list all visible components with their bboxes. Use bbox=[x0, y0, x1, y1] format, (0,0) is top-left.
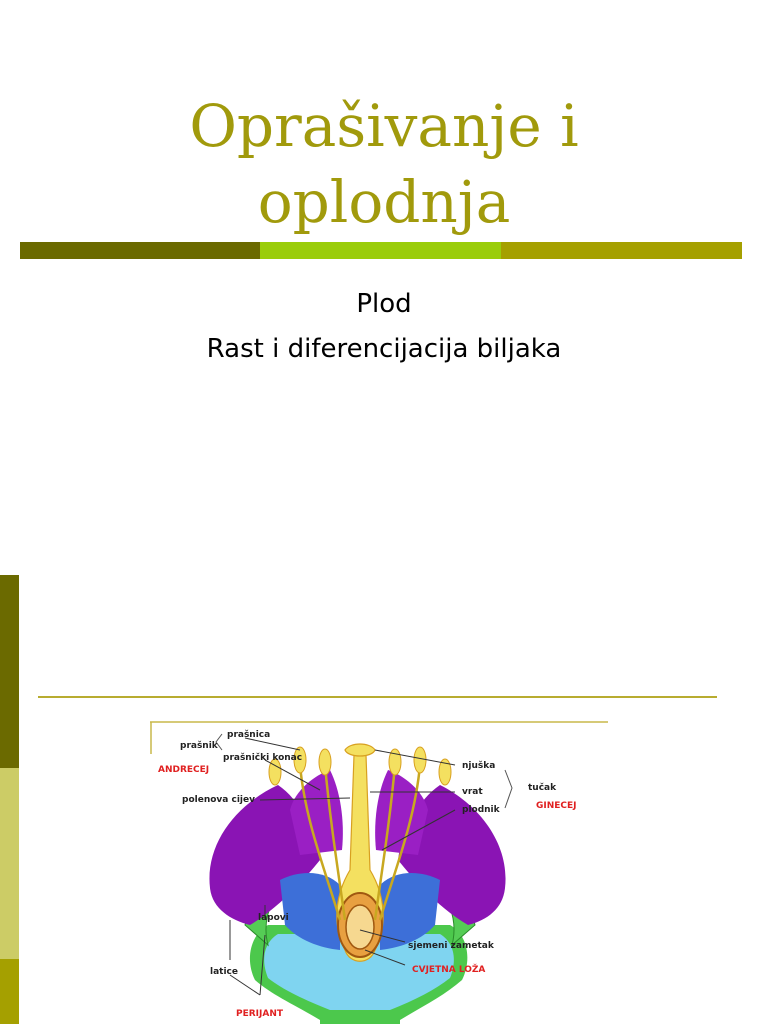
label-prasnik: prašnik bbox=[180, 741, 218, 751]
label-polenova-cijev: polenova cijev bbox=[182, 795, 255, 805]
label-plodnik: plodnik bbox=[462, 805, 500, 815]
subtitle-line-1: Plod bbox=[356, 289, 412, 319]
stigma bbox=[345, 744, 375, 756]
label-vrat: vrat bbox=[462, 787, 483, 797]
divider-bar-olive bbox=[501, 242, 742, 259]
slide-subtitle bbox=[0, 282, 768, 372]
ovule bbox=[346, 905, 374, 949]
divider-bar-green bbox=[260, 242, 501, 259]
label-sjemeni-zametak: sjemeni zametak bbox=[408, 941, 494, 951]
label-ginecej: GINECEJ bbox=[536, 801, 577, 811]
slide-rule bbox=[38, 696, 717, 698]
title-line-2: oplodnja bbox=[257, 168, 511, 236]
divider-bar-dark bbox=[20, 242, 260, 259]
label-njuska: njuška bbox=[462, 761, 496, 771]
content-slide bbox=[0, 575, 768, 1024]
flower-diagram bbox=[150, 720, 610, 1024]
label-prasnica: prašnica bbox=[227, 730, 271, 740]
side-bar-olive bbox=[0, 959, 19, 1024]
flower-diagram-svg bbox=[150, 720, 610, 1024]
label-perijant: PERIJANT bbox=[236, 1009, 284, 1019]
label-latice: latice bbox=[210, 967, 238, 977]
label-tucak: tučak bbox=[528, 783, 557, 793]
title-line-1: Oprašivanje i bbox=[189, 92, 579, 160]
petal-back-right bbox=[375, 770, 428, 855]
subtitle-line-2: Rast i diferencijacija biljaka bbox=[206, 334, 562, 364]
side-bar-dark bbox=[0, 575, 19, 768]
label-cvjetna-loza: CVJETNA LOŽA bbox=[412, 965, 486, 975]
side-bar-light bbox=[0, 768, 19, 959]
label-lapovi: lapovi bbox=[258, 913, 289, 923]
label-andrecej: ANDRECEJ bbox=[158, 765, 210, 775]
label-prasnicki-konac: prašnički konac bbox=[223, 753, 303, 763]
slide-title bbox=[0, 88, 768, 240]
